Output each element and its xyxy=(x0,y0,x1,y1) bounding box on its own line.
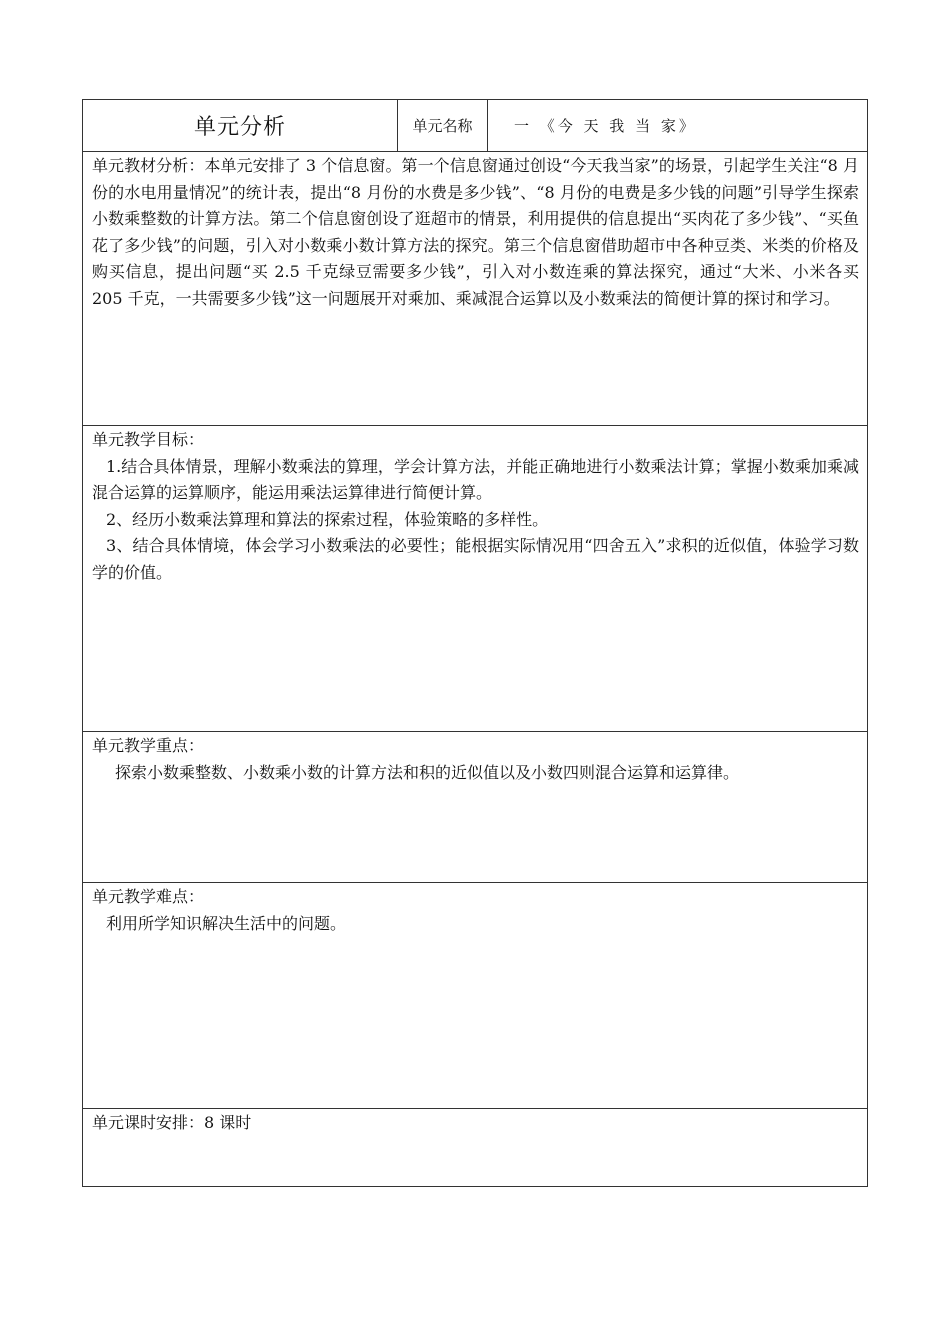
hours-text: 单元课时安排：8 课时 xyxy=(92,1113,252,1132)
difficulty-section xyxy=(83,882,867,1108)
table-title: 单元分析 xyxy=(83,100,398,151)
unit-name-label: 单元名称 xyxy=(398,100,488,151)
focus-heading: 单元教学重点： xyxy=(92,736,205,755)
goals-section xyxy=(83,425,867,731)
analysis-section xyxy=(83,151,867,425)
goal-item: 1.结合具体情景，理解小数乘法的算理，学会计算方法，并能正确地进行小数乘法计算；掌握小数乘加乘减混合运算的运算顺序，能运用乘法运算律进行简便计算。 xyxy=(92,456,859,502)
difficulty-text: 利用所学知识解决生活中的问题。 xyxy=(106,913,347,933)
unit-name-value: 一 《今 天 我 当 家》 xyxy=(514,117,697,135)
hours-section xyxy=(83,1108,867,1186)
goal-item: 2、经历小数乘法算理和算法的探索过程，体验策略的多样性。 xyxy=(106,509,549,529)
goal-item: 3、结合具体情境，体会学习小数乘法的必要性；能根据实际情况用“四舍五入”求积的近似值，体验学习数学的价值。 xyxy=(92,536,859,582)
header-row xyxy=(83,100,867,151)
focus-text: 探索小数乘整数、小数乘小数的计算方法和积的近似值以及小数四则混合运算和运算律。 xyxy=(115,762,740,782)
analysis-text: 单元教材分析：本单元安排了 3 个信息窗。第一个信息窗通过创设“今天我当家”的场景，引起学生关注“8 月份的水电用量情况”的统计表，提出“8 月份的水费是多少钱”、“8 月份的电费是多少钱的问题”引导学生探索小数乘整数的计算方法。第二个信息窗创设了逛超市的情景，利用提供的信息提出“买肉花了多少钱”、“买鱼花了多少钱”的问题，引入对小数乘小数计算方法的探究。第三个信息窗借助超市中各种豆类、米类的价格及购买信息，提出问题“买 2.5 千克绿豆需要多少钱”，引入对小数连乘的算法探究，通过“大米、小米各买 205 千克，一共需要多少钱”这一问题展开对乘加、乘减混合运算以及小数乘法的简便计算的探讨和学习。 xyxy=(92,156,859,308)
goals-heading: 单元教学目标： xyxy=(92,430,205,449)
focus-section xyxy=(83,731,867,882)
unit-analysis-table xyxy=(82,99,868,1187)
difficulty-heading: 单元教学难点： xyxy=(92,887,205,906)
